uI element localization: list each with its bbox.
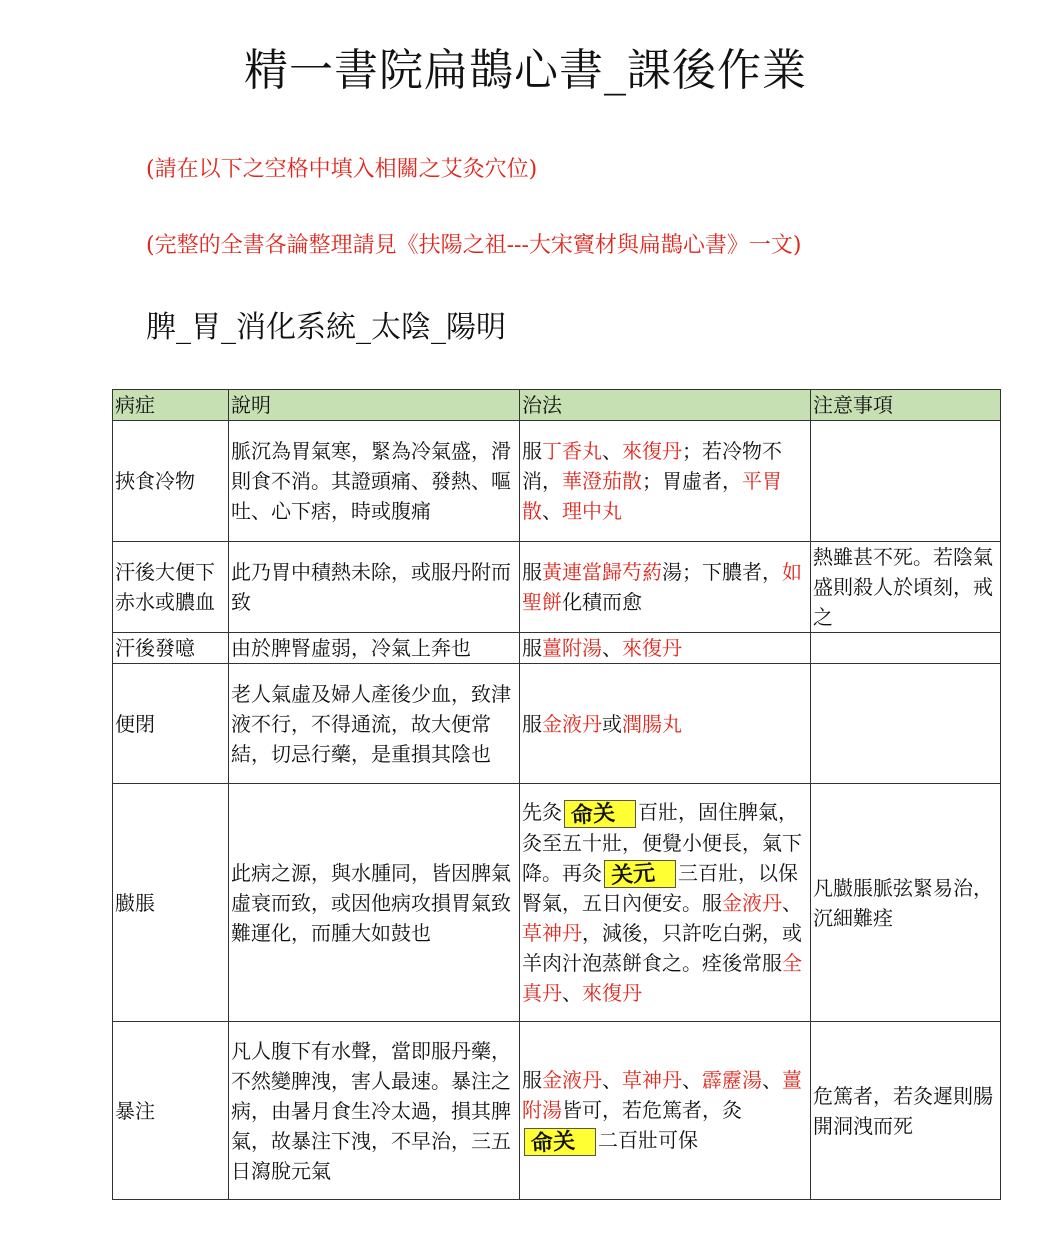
cell-description: 老人氣虛及婦人產後少血，致津液不行，不得通流，故大便常結，切忌行藥，是重損其陰也 bbox=[229, 664, 520, 784]
remedy-name: 金液丹 bbox=[542, 1068, 602, 1093]
table-row bbox=[113, 421, 1001, 542]
section-heading: 脾_胃_消化系統_太陰_陽明 bbox=[146, 310, 506, 345]
treatment-text: 服 bbox=[522, 439, 542, 463]
cell-treatment bbox=[520, 1022, 811, 1200]
handwritten-acupoint: 关元 bbox=[610, 860, 656, 889]
filled-acupoint-blank bbox=[604, 860, 676, 888]
treatment-text: ；若冷物不消， bbox=[522, 439, 782, 493]
remedy-name: 丁香丸 bbox=[542, 439, 602, 463]
cell-treatment bbox=[520, 542, 811, 633]
treatment-text: 、 bbox=[682, 1068, 702, 1093]
remedy-name: 如聖餅 bbox=[522, 560, 802, 614]
header-notes: 注意事項 bbox=[811, 390, 1001, 421]
cell-treatment bbox=[520, 784, 811, 1022]
cell-notes bbox=[811, 421, 1001, 542]
remedy-name: 平胃散 bbox=[522, 469, 782, 523]
treatment-text: ，減後，只許吃白粥，或羊肉汁泡蒸餅食之。痊後常服 bbox=[522, 921, 802, 975]
treatment-text: 服 bbox=[522, 636, 542, 660]
remedy-name: 薑附湯 bbox=[522, 1068, 802, 1123]
cell-treatment bbox=[520, 664, 811, 784]
treatment-text: 服 bbox=[522, 1068, 542, 1093]
table-row bbox=[113, 633, 1001, 664]
remedy-name: 金液丹 bbox=[542, 711, 602, 736]
treatment-text: 三百壯，以保腎氣，五日內便安。服 bbox=[522, 860, 798, 915]
cell-disease: 暴注 bbox=[113, 1022, 229, 1200]
cell-notes bbox=[811, 664, 1001, 784]
table-row bbox=[113, 664, 1001, 784]
reference-note: (完整的全書各論整理請見《扶陽之祖---大宋竇材與扁鵲心書》一文) bbox=[146, 233, 802, 258]
remedy-name: 黃連當歸芍葯 bbox=[542, 560, 662, 584]
instruction-note: (請在以下之空格中填入相關之艾灸穴位) bbox=[146, 157, 538, 182]
remedy-name: 來復丹 bbox=[622, 439, 682, 463]
cell-disease: 汗後大便下赤水或膿血 bbox=[113, 542, 229, 633]
cell-disease: 汗後發噫 bbox=[113, 633, 229, 664]
remedy-name: 華澄茄散 bbox=[562, 469, 642, 493]
remedy-name: 霹靂湯 bbox=[702, 1068, 762, 1093]
cell-description: 此病之源，與水腫同，皆因脾氣虛衰而致，或因他病攻損胃氣致難運化，而腫大如鼓也 bbox=[229, 784, 520, 1022]
table-body bbox=[113, 421, 1001, 1200]
table-header-row bbox=[113, 390, 1001, 421]
remedy-name: 來復丹 bbox=[622, 636, 682, 660]
cell-notes: 危篤者，若灸遲則腸開洞洩而死 bbox=[811, 1022, 1001, 1200]
remedy-name: 潤腸丸 bbox=[622, 711, 682, 736]
cell-notes bbox=[811, 633, 1001, 664]
handwritten-acupoint: 命关 bbox=[570, 800, 616, 829]
cell-treatment bbox=[520, 421, 811, 542]
treatment-text: 、 bbox=[602, 636, 622, 660]
cell-treatment bbox=[520, 633, 811, 664]
cell-disease: 挾食冷物 bbox=[113, 421, 229, 542]
treatment-text: 、 bbox=[782, 891, 802, 915]
remedy-name: 草神丹 bbox=[522, 921, 582, 945]
treatment-text: 、 bbox=[602, 1068, 622, 1093]
homework-table bbox=[112, 389, 1001, 1200]
treatment-text: 、 bbox=[562, 981, 582, 1005]
page-title: 精一書院扁鵲心書_課後作業 bbox=[244, 45, 807, 96]
treatment-text: 、 bbox=[762, 1068, 782, 1093]
treatment-text: 百壯，固住脾氣，灸至五十壯，便覺小便長，氣下降。再灸 bbox=[522, 800, 802, 885]
remedy-name: 來復丹 bbox=[582, 981, 642, 1005]
cell-notes: 凡臌脹脈弦緊易治，沉細難痊 bbox=[811, 784, 1001, 1022]
table-row bbox=[113, 784, 1001, 1022]
treatment-text: 化積而愈 bbox=[562, 590, 642, 614]
treatment-text: 湯；下膿者， bbox=[662, 560, 782, 584]
treatment-text: 先灸 bbox=[522, 800, 562, 824]
table-row bbox=[113, 1022, 1001, 1200]
treatment-text: 、 bbox=[542, 499, 562, 523]
remedy-name: 理中丸 bbox=[562, 499, 622, 523]
remedy-name: 草神丹 bbox=[622, 1068, 682, 1093]
cell-disease: 便閉 bbox=[113, 664, 229, 784]
treatment-text: ；胃虛者， bbox=[642, 469, 742, 493]
treatment-text: 服 bbox=[522, 560, 542, 584]
header-treatment: 治法 bbox=[520, 390, 811, 421]
filled-acupoint-blank bbox=[564, 800, 636, 828]
treatment-text: 二百壯可保 bbox=[598, 1128, 698, 1153]
remedy-name: 金液丹 bbox=[722, 891, 782, 915]
cell-description: 此乃胃中積熱未除，或服丹附而致 bbox=[229, 542, 520, 633]
treatment-text: 或 bbox=[602, 711, 622, 736]
handwritten-acupoint: 命关 bbox=[530, 1128, 576, 1157]
cell-description: 凡人腹下有水聲，當即服丹藥，不然變脾洩，害人最速。暴注之病，由暑月食生冷太過，損其脾氣，故暴注下洩，不早治，三五日瀉脫元氣 bbox=[229, 1022, 520, 1200]
header-description: 說明 bbox=[229, 390, 520, 421]
cell-notes: 熱雖甚不死。若陰氣盛則殺人於頃刻，戒之 bbox=[811, 542, 1001, 633]
cell-description: 脈沉為胃氣寒，緊為冷氣盛，滑則食不消。其證頭痛、發熱、嘔吐、心下痞，時或腹痛 bbox=[229, 421, 520, 542]
remedy-name: 薑附湯 bbox=[542, 636, 602, 660]
cell-disease: 臌脹 bbox=[113, 784, 229, 1022]
header-disease: 病症 bbox=[113, 390, 229, 421]
treatment-text: 服 bbox=[522, 711, 542, 736]
treatment-text: 皆可，若危篤者，灸 bbox=[562, 1098, 742, 1123]
filled-acupoint-blank bbox=[524, 1128, 596, 1156]
table-row bbox=[113, 542, 1001, 633]
cell-description: 由於脾腎虛弱，冷氣上奔也 bbox=[229, 633, 520, 664]
remedy-name: 全真丹 bbox=[522, 951, 802, 1005]
treatment-text: 、 bbox=[602, 439, 622, 463]
